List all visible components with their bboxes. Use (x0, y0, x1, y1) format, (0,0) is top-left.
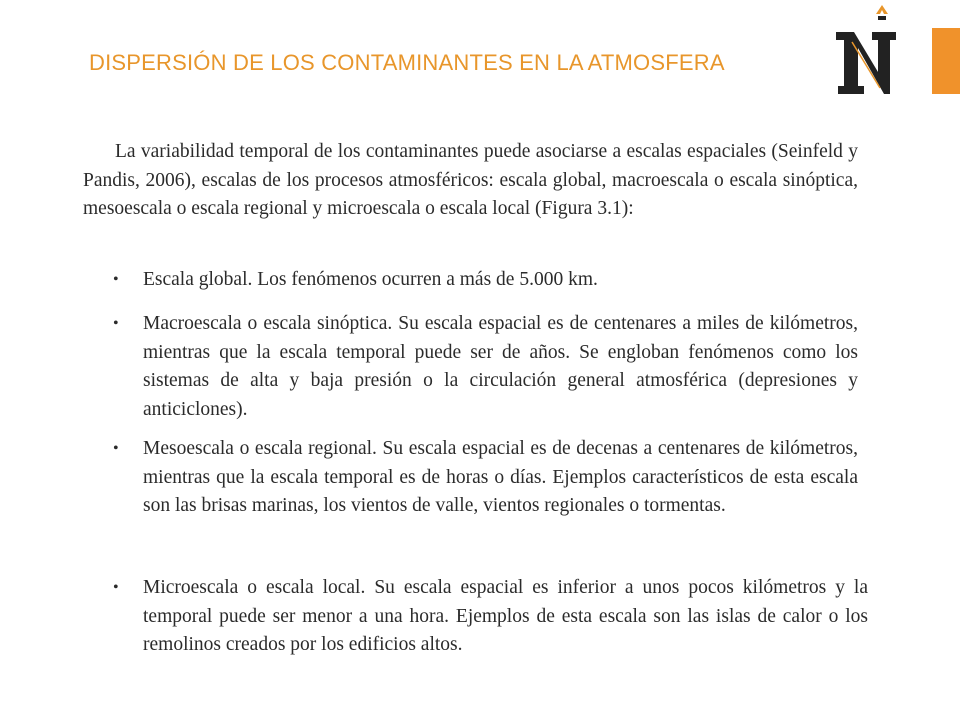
list-item (113, 574, 868, 660)
bullet-icon: • (113, 440, 119, 457)
list-item-text: Mesoescala o escala regional. Su escala espacial es de decenas a centenares de kilómetros, mientras que la escala temporal es de horas o días. Ejemplos característicos de esta escala son las brisas marinas, los vientos de valle, vientos regionales o tormentas. (143, 438, 858, 516)
slide-title: DISPERSIÓN DE LOS CONTAMINANTES EN LA ATMOSFERA (89, 50, 725, 75)
list-item (113, 266, 858, 295)
intro-paragraph: La variabilidad temporal de los contaminantes puede asociarse a escalas espaciales (Seinfeld y Pandis, 2006), escalas de los procesos atmosféricos: escala global, macroescala o escala sinóptica, mesoescala o escala regional y microescala o escala local (Figura 3.1): (83, 141, 858, 219)
list-item-text: Escala global. Los fenómenos ocurren a más de 5.000 km. (143, 269, 598, 290)
bullet-icon: • (113, 315, 119, 332)
list-item (113, 310, 858, 424)
bullet-icon: • (113, 579, 119, 596)
bullet-icon: • (113, 271, 119, 288)
list-item (113, 435, 858, 521)
list-item-text: Microescala o escala local. Su escala espacial es inferior a unos pocos kilómetros y la temporal puede ser menor a una hora. Ejemplos de esta escala son las islas de calor o los remolinos creados por los edificios altos. (143, 577, 868, 655)
list-item-text: Macroescala o escala sinóptica. Su escala espacial es de centenares a miles de kilómetros, mientras que la escala temporal puede ser de años. Se engloban fenómenos como los sistemas de alta y baja presión o la circulación general atmosférica (depresiones y anticiclones). (143, 313, 858, 420)
